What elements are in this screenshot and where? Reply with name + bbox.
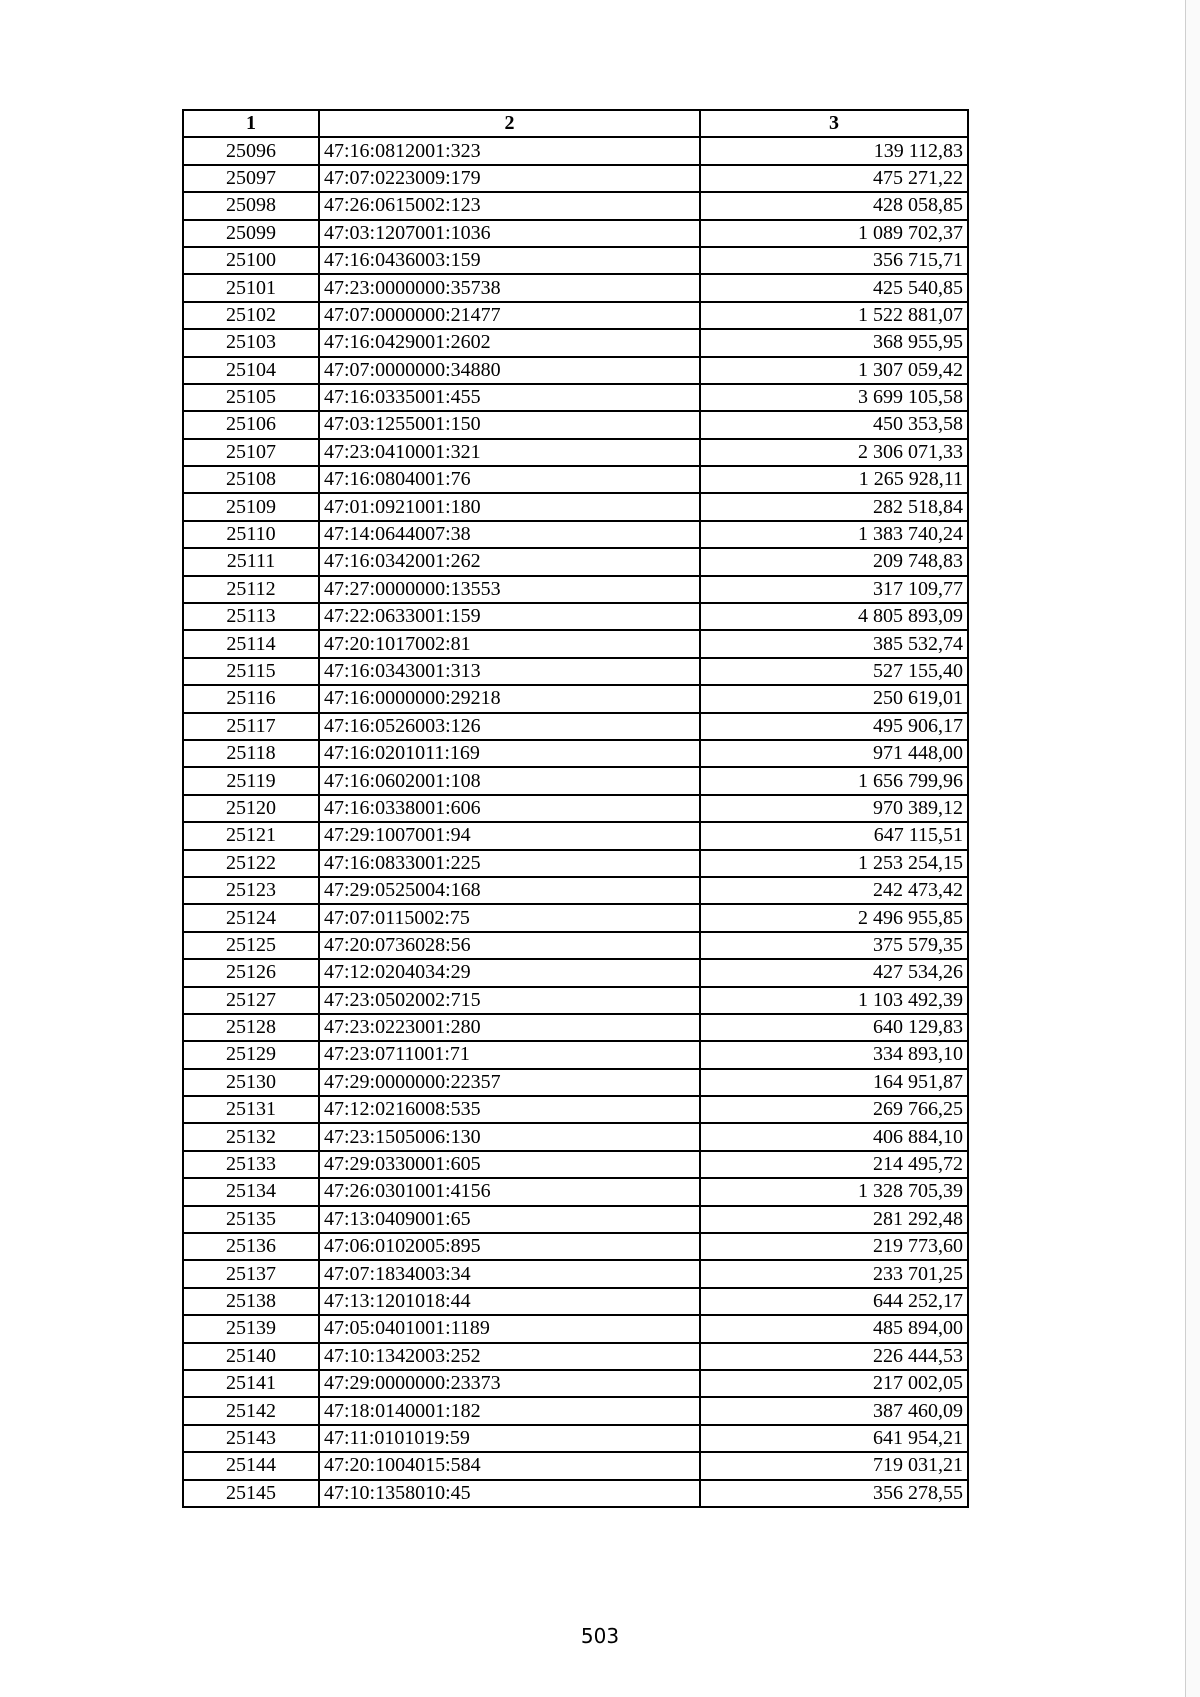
value-cell: 385 532,74 bbox=[700, 630, 968, 657]
value-cell: 375 579,35 bbox=[700, 932, 968, 959]
value-cell: 475 271,22 bbox=[700, 165, 968, 192]
table-row bbox=[183, 987, 968, 1014]
table-row bbox=[183, 1260, 968, 1287]
value-cell: 217 002,05 bbox=[700, 1370, 968, 1397]
value-cell: 1 656 799,96 bbox=[700, 767, 968, 794]
value-cell: 242 473,42 bbox=[700, 877, 968, 904]
value-cell: 4 805 893,09 bbox=[700, 603, 968, 630]
cadastral-number-cell: 47:29:0330001:605 bbox=[319, 1151, 700, 1178]
row-number-cell: 25133 bbox=[183, 1151, 319, 1178]
cadastral-number-cell: 47:11:0101019:59 bbox=[319, 1425, 700, 1452]
row-number-cell: 25140 bbox=[183, 1343, 319, 1370]
cadastral-number-cell: 47:07:0223009:179 bbox=[319, 165, 700, 192]
row-number-cell: 25115 bbox=[183, 658, 319, 685]
row-number-cell: 25103 bbox=[183, 329, 319, 356]
value-cell: 644 252,17 bbox=[700, 1288, 968, 1315]
table-row bbox=[183, 1151, 968, 1178]
cadastral-number-cell: 47:16:0201011:169 bbox=[319, 740, 700, 767]
page-right-edge bbox=[1185, 0, 1200, 1697]
cadastral-number-cell: 47:23:0502002:715 bbox=[319, 987, 700, 1014]
table-row bbox=[183, 904, 968, 931]
row-number-cell: 25098 bbox=[183, 192, 319, 219]
table-row bbox=[183, 685, 968, 712]
cadastral-number-cell: 47:29:0525004:168 bbox=[319, 877, 700, 904]
cadastral-number-cell: 47:23:0223001:280 bbox=[319, 1014, 700, 1041]
value-cell: 641 954,21 bbox=[700, 1425, 968, 1452]
table-row bbox=[183, 137, 968, 164]
value-cell: 2 496 955,85 bbox=[700, 904, 968, 931]
table-row bbox=[183, 439, 968, 466]
cadastral-number-cell: 47:20:1004015:584 bbox=[319, 1452, 700, 1479]
table-row bbox=[183, 932, 968, 959]
row-number-cell: 25134 bbox=[183, 1178, 319, 1205]
cadastral-number-cell: 47:16:0000000:29218 bbox=[319, 685, 700, 712]
table-row bbox=[183, 274, 968, 301]
cadastral-number-cell: 47:06:0102005:895 bbox=[319, 1233, 700, 1260]
cadastral-number-cell: 47:23:0000000:35738 bbox=[319, 274, 700, 301]
row-number-cell: 25131 bbox=[183, 1096, 319, 1123]
cadastral-number-cell: 47:16:0429001:2602 bbox=[319, 329, 700, 356]
table-row bbox=[183, 192, 968, 219]
table-row bbox=[183, 603, 968, 630]
value-cell: 1 089 702,37 bbox=[700, 220, 968, 247]
row-number-cell: 25096 bbox=[183, 137, 319, 164]
cadastral-number-cell: 47:03:1207001:1036 bbox=[319, 220, 700, 247]
value-cell: 640 129,83 bbox=[700, 1014, 968, 1041]
cadastral-number-cell: 47:29:0000000:22357 bbox=[319, 1069, 700, 1096]
value-cell: 209 748,83 bbox=[700, 548, 968, 575]
row-number-cell: 25108 bbox=[183, 466, 319, 493]
table-row bbox=[183, 411, 968, 438]
value-cell: 1 328 705,39 bbox=[700, 1178, 968, 1205]
table-row bbox=[183, 1178, 968, 1205]
table-row bbox=[183, 302, 968, 329]
cadastral-number-cell: 47:16:0526003:126 bbox=[319, 713, 700, 740]
table-row bbox=[183, 165, 968, 192]
row-number-cell: 25099 bbox=[183, 220, 319, 247]
value-cell: 233 701,25 bbox=[700, 1260, 968, 1287]
value-cell: 647 115,51 bbox=[700, 822, 968, 849]
cadastral-number-cell: 47:12:0216008:535 bbox=[319, 1096, 700, 1123]
table-row bbox=[183, 630, 968, 657]
value-cell: 406 884,10 bbox=[700, 1123, 968, 1150]
table-row bbox=[183, 877, 968, 904]
data-table bbox=[182, 109, 969, 1508]
table-row bbox=[183, 1397, 968, 1424]
table-row bbox=[183, 357, 968, 384]
cadastral-number-cell: 47:16:0342001:262 bbox=[319, 548, 700, 575]
value-cell: 1 522 881,07 bbox=[700, 302, 968, 329]
value-cell: 427 534,26 bbox=[700, 959, 968, 986]
cadastral-number-cell: 47:23:1505006:130 bbox=[319, 1123, 700, 1150]
table-row bbox=[183, 1288, 968, 1315]
value-cell: 139 112,83 bbox=[700, 137, 968, 164]
table-row bbox=[183, 466, 968, 493]
value-cell: 485 894,00 bbox=[700, 1315, 968, 1342]
row-number-cell: 25113 bbox=[183, 603, 319, 630]
value-cell: 250 619,01 bbox=[700, 685, 968, 712]
row-number-cell: 25111 bbox=[183, 548, 319, 575]
table-row bbox=[183, 713, 968, 740]
cadastral-number-cell: 47:26:0301001:4156 bbox=[319, 1178, 700, 1205]
value-cell: 226 444,53 bbox=[700, 1343, 968, 1370]
cadastral-number-cell: 47:29:1007001:94 bbox=[319, 822, 700, 849]
cadastral-number-cell: 47:29:0000000:23373 bbox=[319, 1370, 700, 1397]
table-row bbox=[183, 1014, 968, 1041]
table-row bbox=[183, 1123, 968, 1150]
row-number-cell: 25144 bbox=[183, 1452, 319, 1479]
row-number-cell: 25112 bbox=[183, 576, 319, 603]
value-cell: 970 389,12 bbox=[700, 795, 968, 822]
value-cell: 1 103 492,39 bbox=[700, 987, 968, 1014]
table-row bbox=[183, 1233, 968, 1260]
row-number-cell: 25104 bbox=[183, 357, 319, 384]
row-number-cell: 25116 bbox=[183, 685, 319, 712]
cadastral-number-cell: 47:20:0736028:56 bbox=[319, 932, 700, 959]
table-body bbox=[183, 137, 968, 1507]
row-number-cell: 25136 bbox=[183, 1233, 319, 1260]
value-cell: 368 955,95 bbox=[700, 329, 968, 356]
cadastral-number-cell: 47:16:0436003:159 bbox=[319, 247, 700, 274]
value-cell: 1 307 059,42 bbox=[700, 357, 968, 384]
value-cell: 282 518,84 bbox=[700, 493, 968, 520]
row-number-cell: 25107 bbox=[183, 439, 319, 466]
cadastral-number-cell: 47:01:0921001:180 bbox=[319, 493, 700, 520]
cadastral-number-cell: 47:07:0115002:75 bbox=[319, 904, 700, 931]
row-number-cell: 25123 bbox=[183, 877, 319, 904]
cadastral-number-cell: 47:23:0711001:71 bbox=[319, 1041, 700, 1068]
cadastral-number-cell: 47:26:0615002:123 bbox=[319, 192, 700, 219]
cadastral-number-cell: 47:10:1342003:252 bbox=[319, 1343, 700, 1370]
table-row bbox=[183, 1452, 968, 1479]
table-row bbox=[183, 658, 968, 685]
row-number-cell: 25110 bbox=[183, 521, 319, 548]
row-number-cell: 25106 bbox=[183, 411, 319, 438]
row-number-cell: 25145 bbox=[183, 1480, 319, 1507]
cadastral-number-cell: 47:14:0644007:38 bbox=[319, 521, 700, 548]
cadastral-number-cell: 47:16:0343001:313 bbox=[319, 658, 700, 685]
row-number-cell: 25124 bbox=[183, 904, 319, 931]
row-number-cell: 25129 bbox=[183, 1041, 319, 1068]
header-row bbox=[183, 110, 968, 137]
cadastral-number-cell: 47:13:1201018:44 bbox=[319, 1288, 700, 1315]
table-row bbox=[183, 850, 968, 877]
row-number-cell: 25128 bbox=[183, 1014, 319, 1041]
row-number-cell: 25135 bbox=[183, 1206, 319, 1233]
row-number-cell: 25120 bbox=[183, 795, 319, 822]
value-cell: 1 265 928,11 bbox=[700, 466, 968, 493]
table-row bbox=[183, 220, 968, 247]
table-row bbox=[183, 959, 968, 986]
cadastral-number-cell: 47:16:0833001:225 bbox=[319, 850, 700, 877]
table-row bbox=[183, 1370, 968, 1397]
table-row bbox=[183, 1041, 968, 1068]
value-cell: 719 031,21 bbox=[700, 1452, 968, 1479]
value-cell: 214 495,72 bbox=[700, 1151, 968, 1178]
table-row bbox=[183, 548, 968, 575]
cadastral-number-cell: 47:07:0000000:21477 bbox=[319, 302, 700, 329]
row-number-cell: 25114 bbox=[183, 630, 319, 657]
table-row bbox=[183, 1343, 968, 1370]
value-cell: 527 155,40 bbox=[700, 658, 968, 685]
row-number-cell: 25130 bbox=[183, 1069, 319, 1096]
value-cell: 317 109,77 bbox=[700, 576, 968, 603]
column-header-3: 3 bbox=[700, 110, 968, 137]
cadastral-number-cell: 47:23:0410001:321 bbox=[319, 439, 700, 466]
row-number-cell: 25125 bbox=[183, 932, 319, 959]
value-cell: 428 058,85 bbox=[700, 192, 968, 219]
table-row bbox=[183, 247, 968, 274]
table-row bbox=[183, 384, 968, 411]
cadastral-number-cell: 47:27:0000000:13553 bbox=[319, 576, 700, 603]
value-cell: 356 715,71 bbox=[700, 247, 968, 274]
value-cell: 1 253 254,15 bbox=[700, 850, 968, 877]
cadastral-number-cell: 47:18:0140001:182 bbox=[319, 1397, 700, 1424]
value-cell: 281 292,48 bbox=[700, 1206, 968, 1233]
value-cell: 219 773,60 bbox=[700, 1233, 968, 1260]
cadastral-number-cell: 47:10:1358010:45 bbox=[319, 1480, 700, 1507]
cadastral-number-cell: 47:12:0204034:29 bbox=[319, 959, 700, 986]
row-number-cell: 25121 bbox=[183, 822, 319, 849]
value-cell: 334 893,10 bbox=[700, 1041, 968, 1068]
cadastral-number-cell: 47:07:1834003:34 bbox=[319, 1260, 700, 1287]
cadastral-number-cell: 47:03:1255001:150 bbox=[319, 411, 700, 438]
row-number-cell: 25102 bbox=[183, 302, 319, 329]
table-row bbox=[183, 822, 968, 849]
table-row bbox=[183, 493, 968, 520]
row-number-cell: 25138 bbox=[183, 1288, 319, 1315]
cadastral-number-cell: 47:13:0409001:65 bbox=[319, 1206, 700, 1233]
cadastral-number-cell: 47:16:0338001:606 bbox=[319, 795, 700, 822]
value-cell: 495 906,17 bbox=[700, 713, 968, 740]
row-number-cell: 25109 bbox=[183, 493, 319, 520]
table-row bbox=[183, 1480, 968, 1507]
row-number-cell: 25118 bbox=[183, 740, 319, 767]
cadastral-number-cell: 47:22:0633001:159 bbox=[319, 603, 700, 630]
row-number-cell: 25142 bbox=[183, 1397, 319, 1424]
value-cell: 1 383 740,24 bbox=[700, 521, 968, 548]
value-cell: 387 460,09 bbox=[700, 1397, 968, 1424]
table-row bbox=[183, 767, 968, 794]
row-number-cell: 25137 bbox=[183, 1260, 319, 1287]
cadastral-number-cell: 47:16:0812001:323 bbox=[319, 137, 700, 164]
row-number-cell: 25132 bbox=[183, 1123, 319, 1150]
table-row bbox=[183, 1315, 968, 1342]
row-number-cell: 25119 bbox=[183, 767, 319, 794]
value-cell: 450 353,58 bbox=[700, 411, 968, 438]
value-cell: 164 951,87 bbox=[700, 1069, 968, 1096]
value-cell: 971 448,00 bbox=[700, 740, 968, 767]
row-number-cell: 25101 bbox=[183, 274, 319, 301]
cadastral-number-cell: 47:05:0401001:1189 bbox=[319, 1315, 700, 1342]
cadastral-number-cell: 47:16:0602001:108 bbox=[319, 767, 700, 794]
table-row bbox=[183, 740, 968, 767]
table-row bbox=[183, 576, 968, 603]
row-number-cell: 25097 bbox=[183, 165, 319, 192]
column-header-2: 2 bbox=[319, 110, 700, 137]
cadastral-number-cell: 47:16:0804001:76 bbox=[319, 466, 700, 493]
value-cell: 356 278,55 bbox=[700, 1480, 968, 1507]
column-header-1: 1 bbox=[183, 110, 319, 137]
row-number-cell: 25117 bbox=[183, 713, 319, 740]
row-number-cell: 25100 bbox=[183, 247, 319, 274]
row-number-cell: 25126 bbox=[183, 959, 319, 986]
table-row bbox=[183, 795, 968, 822]
value-cell: 3 699 105,58 bbox=[700, 384, 968, 411]
table-row bbox=[183, 329, 968, 356]
row-number-cell: 25143 bbox=[183, 1425, 319, 1452]
cadastral-number-cell: 47:20:1017002:81 bbox=[319, 630, 700, 657]
table-row bbox=[183, 1096, 968, 1123]
page-number: 503 bbox=[580, 1624, 620, 1648]
cadastral-number-cell: 47:16:0335001:455 bbox=[319, 384, 700, 411]
value-cell: 269 766,25 bbox=[700, 1096, 968, 1123]
row-number-cell: 25141 bbox=[183, 1370, 319, 1397]
row-number-cell: 25139 bbox=[183, 1315, 319, 1342]
row-number-cell: 25122 bbox=[183, 850, 319, 877]
table-row bbox=[183, 521, 968, 548]
table-row bbox=[183, 1069, 968, 1096]
value-cell: 2 306 071,33 bbox=[700, 439, 968, 466]
table-header bbox=[183, 110, 968, 137]
cadastral-number-cell: 47:07:0000000:34880 bbox=[319, 357, 700, 384]
row-number-cell: 25127 bbox=[183, 987, 319, 1014]
row-number-cell: 25105 bbox=[183, 384, 319, 411]
table-row bbox=[183, 1206, 968, 1233]
value-cell: 425 540,85 bbox=[700, 274, 968, 301]
table-row bbox=[183, 1425, 968, 1452]
